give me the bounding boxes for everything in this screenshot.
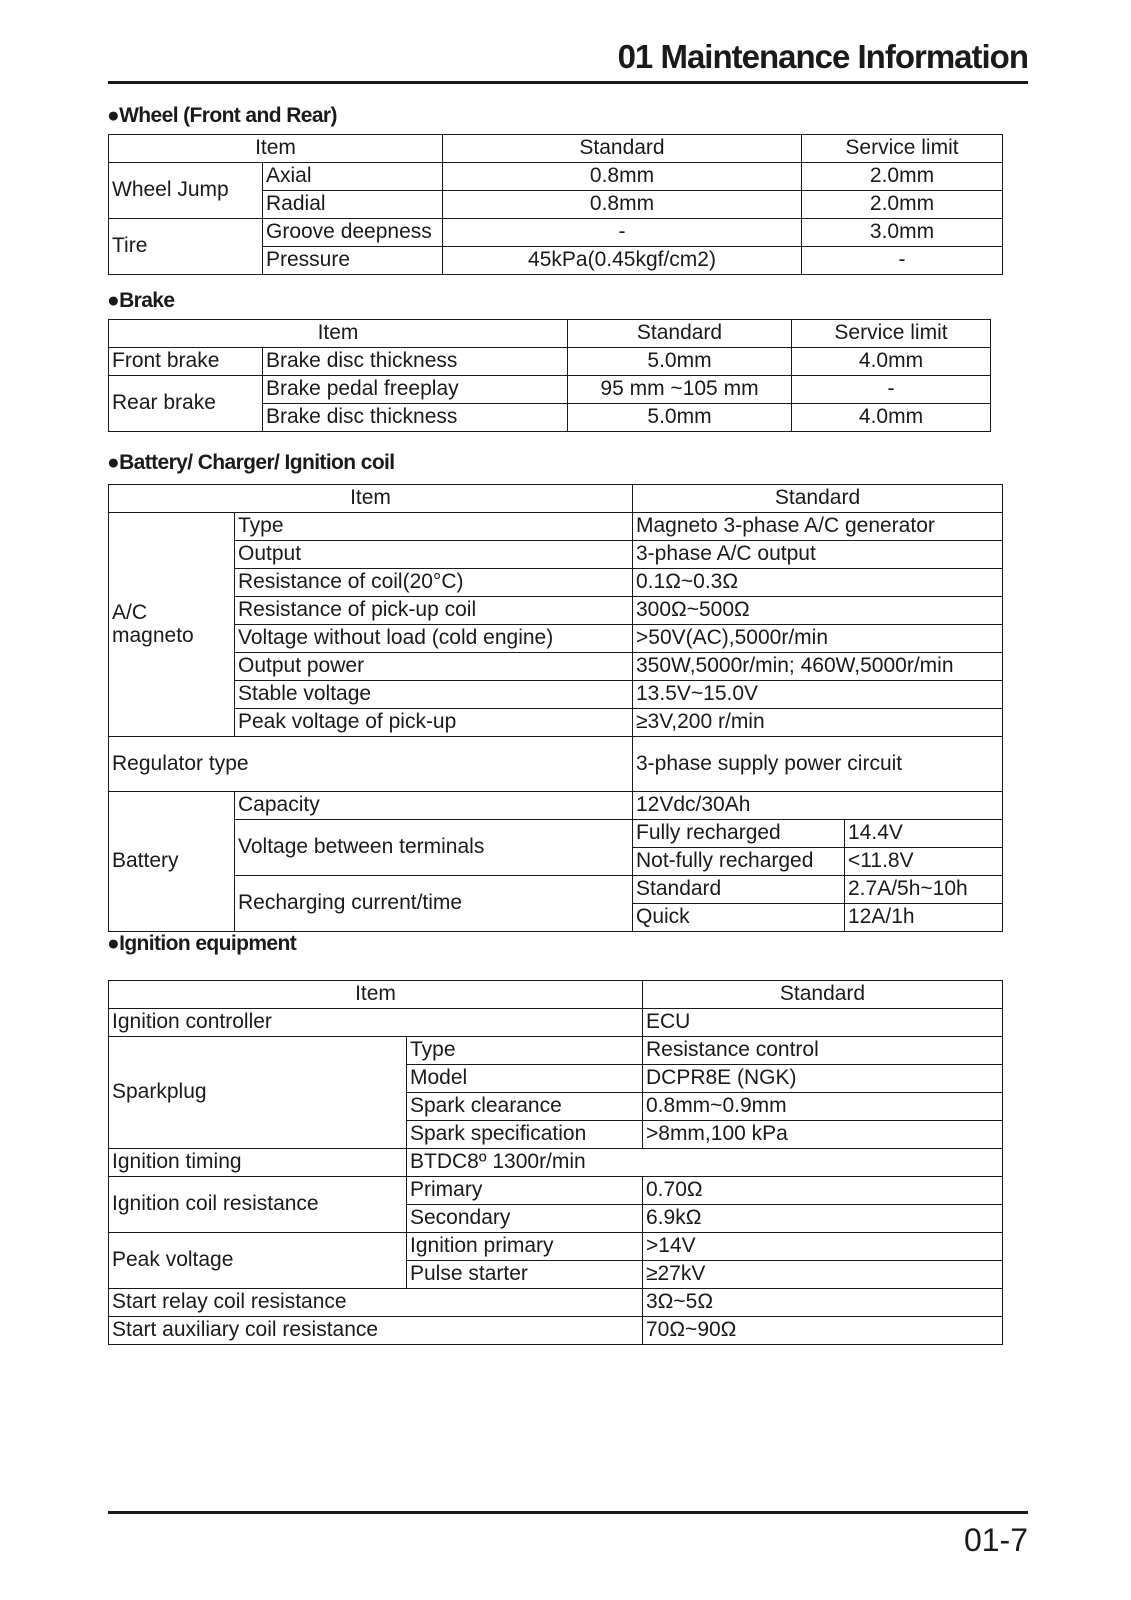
standard-value: BTDC8º 1300r/min	[407, 1149, 1003, 1177]
battery-table	[108, 484, 1003, 932]
standard-value: 5.0mm	[568, 404, 792, 432]
row-group-label-sparkplug: Sparkplug	[109, 1037, 407, 1149]
standard-value: DCPR8E (NGK)	[643, 1065, 1003, 1093]
page-number: 01-7	[963, 1522, 1028, 1558]
sub-label: Spark specification	[407, 1121, 643, 1149]
row-label: Peak voltage of pick-up	[235, 709, 633, 737]
row-group-label: Tire	[109, 219, 263, 275]
row-label: Recharging current/time	[235, 876, 633, 932]
limit-value: 4.0mm	[792, 404, 991, 432]
standard-value: 0.70Ω	[643, 1177, 1003, 1205]
limit-value: 2.0mm	[802, 163, 1003, 191]
standard-value: 14.4V	[845, 820, 1003, 848]
standard-value: 45kPa(0.45kgf/cm2)	[443, 247, 802, 275]
col-header-standard: Standard	[568, 320, 792, 348]
section-heading-battery: ●Battery/ Charger/ Ignition coil	[107, 451, 395, 474]
standard-value: 12A/1h	[845, 904, 1003, 932]
row-label: Start relay coil resistance	[109, 1289, 643, 1317]
header-rule	[108, 81, 1028, 84]
brake-table	[108, 319, 991, 432]
col-header-standard: Standard	[643, 981, 1003, 1009]
standard-value: 3-phase A/C output	[633, 541, 1003, 569]
standard-value: >14V	[643, 1233, 1003, 1261]
standard-value: 12Vdc/30Ah	[633, 792, 1003, 820]
sub-label: Primary	[407, 1177, 643, 1205]
row-label: Voltage without load (cold engine)	[235, 625, 633, 653]
sub-label: Spark clearance	[407, 1093, 643, 1121]
row-label: Pressure	[263, 247, 443, 275]
row-label: Type	[235, 513, 633, 541]
ac-magneto-line-1: A/C	[112, 601, 148, 625]
limit-value: -	[802, 247, 1003, 275]
standard-value: 0.8mm	[443, 191, 802, 219]
standard-value: 0.8mm~0.9mm	[643, 1093, 1003, 1121]
standard-value: -	[443, 219, 802, 247]
page-title: 01 Maintenance Information	[617, 38, 1028, 75]
section-heading-ignition: ●Ignition equipment	[107, 932, 297, 955]
row-group-label: Wheel Jump	[109, 163, 263, 219]
wheel-table	[108, 134, 1003, 275]
row-label: Resistance of coil(20°C)	[235, 569, 633, 597]
section-heading-brake: ●Brake	[107, 289, 175, 312]
row-group-label: Front brake	[109, 348, 263, 376]
standard-value: 95 mm ~105 mm	[568, 376, 792, 404]
row-label-regulator: Regulator type	[109, 737, 633, 792]
standard-value: >8mm,100 kPa	[643, 1121, 1003, 1149]
sub-label: Type	[407, 1037, 643, 1065]
standard-value: >50V(AC),5000r/min	[633, 625, 1003, 653]
standard-value: 2.7A/5h~10h	[845, 876, 1003, 904]
section-heading-wheel: ●Wheel (Front and Rear)	[107, 104, 337, 127]
row-label: Radial	[263, 191, 443, 219]
col-header-standard: Standard	[443, 135, 802, 163]
standard-value: 5.0mm	[568, 348, 792, 376]
standard-value: 0.8mm	[443, 163, 802, 191]
limit-value: 2.0mm	[802, 191, 1003, 219]
row-label: Brake disc thickness	[263, 348, 568, 376]
row-group-label-ac-magneto	[109, 513, 235, 737]
sub-label: Model	[407, 1065, 643, 1093]
standard-value: 3Ω~5Ω	[643, 1289, 1003, 1317]
row-group-label-coil: Ignition coil resistance	[109, 1177, 407, 1233]
row-label: Ignition controller	[109, 1009, 643, 1037]
standard-value: 0.1Ω~0.3Ω	[633, 569, 1003, 597]
standard-value: 6.9kΩ	[643, 1205, 1003, 1233]
standard-value: Magneto 3-phase A/C generator	[633, 513, 1003, 541]
row-label: Resistance of pick-up coil	[235, 597, 633, 625]
row-label: Brake disc thickness	[263, 404, 568, 432]
row-group-label-peak: Peak voltage	[109, 1233, 407, 1289]
row-label: Stable voltage	[235, 681, 633, 709]
row-label: Groove deepness	[263, 219, 443, 247]
col-header-item: Item	[109, 320, 568, 348]
standard-value: 350W,5000r/min; 460W,5000r/min	[633, 653, 1003, 681]
row-label: Output	[235, 541, 633, 569]
standard-value: 3-phase supply power circuit	[633, 737, 1003, 792]
col-header-item: Item	[109, 981, 643, 1009]
standard-value: 300Ω~500Ω	[633, 597, 1003, 625]
row-label: Capacity	[235, 792, 633, 820]
footer-rule	[108, 1511, 1028, 1514]
standard-value: Resistance control	[643, 1037, 1003, 1065]
row-label: Axial	[263, 163, 443, 191]
sub-label: Fully recharged	[633, 820, 845, 848]
sub-label: Standard	[633, 876, 845, 904]
col-header-service-limit: Service limit	[792, 320, 991, 348]
standard-value: 70Ω~90Ω	[643, 1317, 1003, 1345]
col-header-standard: Standard	[633, 485, 1003, 513]
row-group-label: Rear brake	[109, 376, 263, 432]
sub-label: Not-fully recharged	[633, 848, 845, 876]
col-header-item: Item	[109, 485, 633, 513]
ac-magneto-line-2: magneto	[112, 623, 194, 647]
sub-label: Quick	[633, 904, 845, 932]
col-header-service-limit: Service limit	[802, 135, 1003, 163]
standard-value: 13.5V~15.0V	[633, 681, 1003, 709]
sub-label: Secondary	[407, 1205, 643, 1233]
sub-label: Ignition primary	[407, 1233, 643, 1261]
limit-value: 3.0mm	[802, 219, 1003, 247]
standard-value: <11.8V	[845, 848, 1003, 876]
col-header-item: Item	[109, 135, 443, 163]
sub-label: Pulse starter	[407, 1261, 643, 1289]
limit-value: -	[792, 376, 991, 404]
ignition-table	[108, 980, 1003, 1345]
standard-value: ≥3V,200 r/min	[633, 709, 1003, 737]
row-label: Voltage between terminals	[235, 820, 633, 876]
standard-value: ≥27kV	[643, 1261, 1003, 1289]
limit-value: 4.0mm	[792, 348, 991, 376]
row-label: Output power	[235, 653, 633, 681]
row-label: Start auxiliary coil resistance	[109, 1317, 643, 1345]
row-label: Brake pedal freeplay	[263, 376, 568, 404]
row-label: Ignition timing	[109, 1149, 407, 1177]
standard-value: ECU	[643, 1009, 1003, 1037]
row-group-label-battery: Battery	[109, 792, 235, 932]
